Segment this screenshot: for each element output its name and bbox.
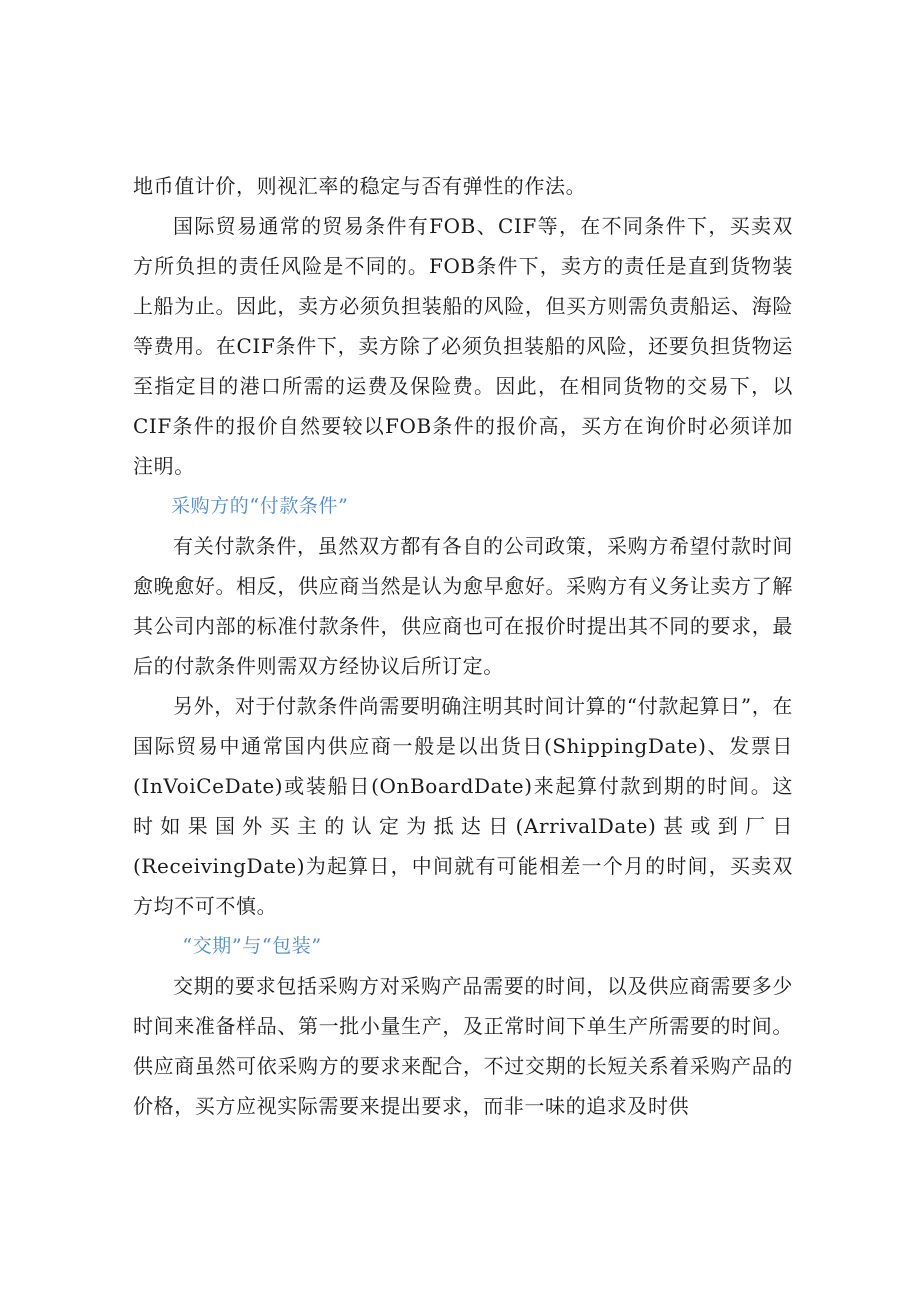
section-heading-payment-terms: 采购方的“付款条件” (171, 495, 349, 517)
paragraph-payment-start-date: 另外，对于付款条件尚需要明确注明其时间计算的“付款起算日”，在国际贸易中通常国内供应商一般是以出货日(ShippingDate)、发票日(InVoiCeDate)或装船日(OnBoardDate)来起算付款到期的时间。这时如果国外买主的认定为抵达日(ArrivalDate)甚或到厂日(ReceivingDate)为起算日，中间就有可能相差一个月的时间，买卖双方均不可不慎。 (133, 694, 793, 918)
paragraph-delivery: 交期的要求包括采购方对采购产品需要的时间，以及供应商需要多少时间来准备样品、第一批小量生产，及正常时间下单生产所需要的时间。供应商虽然可依采购方的要求来配合，不过交期的长短关系着采购产品的价格，买方应视实际需要来提出要求，而非一味的追求及时供 (133, 974, 793, 1118)
paragraph-trade-terms: 国际贸易通常的贸易条件有FOB、CIF等，在不同条件下，买卖双方所负担的责任风险是不同的。FOB条件下，卖方的责任是直到货物装上船为止。因此，卖方必须负担装船的风险，但买方则需负责船运、海险等费用。在CIF条件下，卖方除了必须负担装船的风险，还要负担货物运至指定目的港口所需的运费及保险费。因此，在相同货物的交易下，以CIF条件的报价自然要较以FOB条件的报价高，买方在询价时必须详加注明。 (133, 214, 793, 478)
section-heading-delivery-packaging: “交期”与“包装” (182, 935, 322, 957)
paragraph-continuation: 地币值计价，则视汇率的稳定与否有弹性的作法。 (133, 174, 587, 198)
paragraph-payment-terms: 有关付款条件，虽然双方都有各自的公司政策，采购方希望付款时间愈晚愈好。相反，供应商当然是认为愈早愈好。采购方有义务让卖方了解其公司内部的标准付款条件，供应商也可在报价时提出其不同的要求，最后的付款条件则需双方经协议后所订定。 (133, 534, 793, 678)
document-body (133, 166, 793, 1126)
